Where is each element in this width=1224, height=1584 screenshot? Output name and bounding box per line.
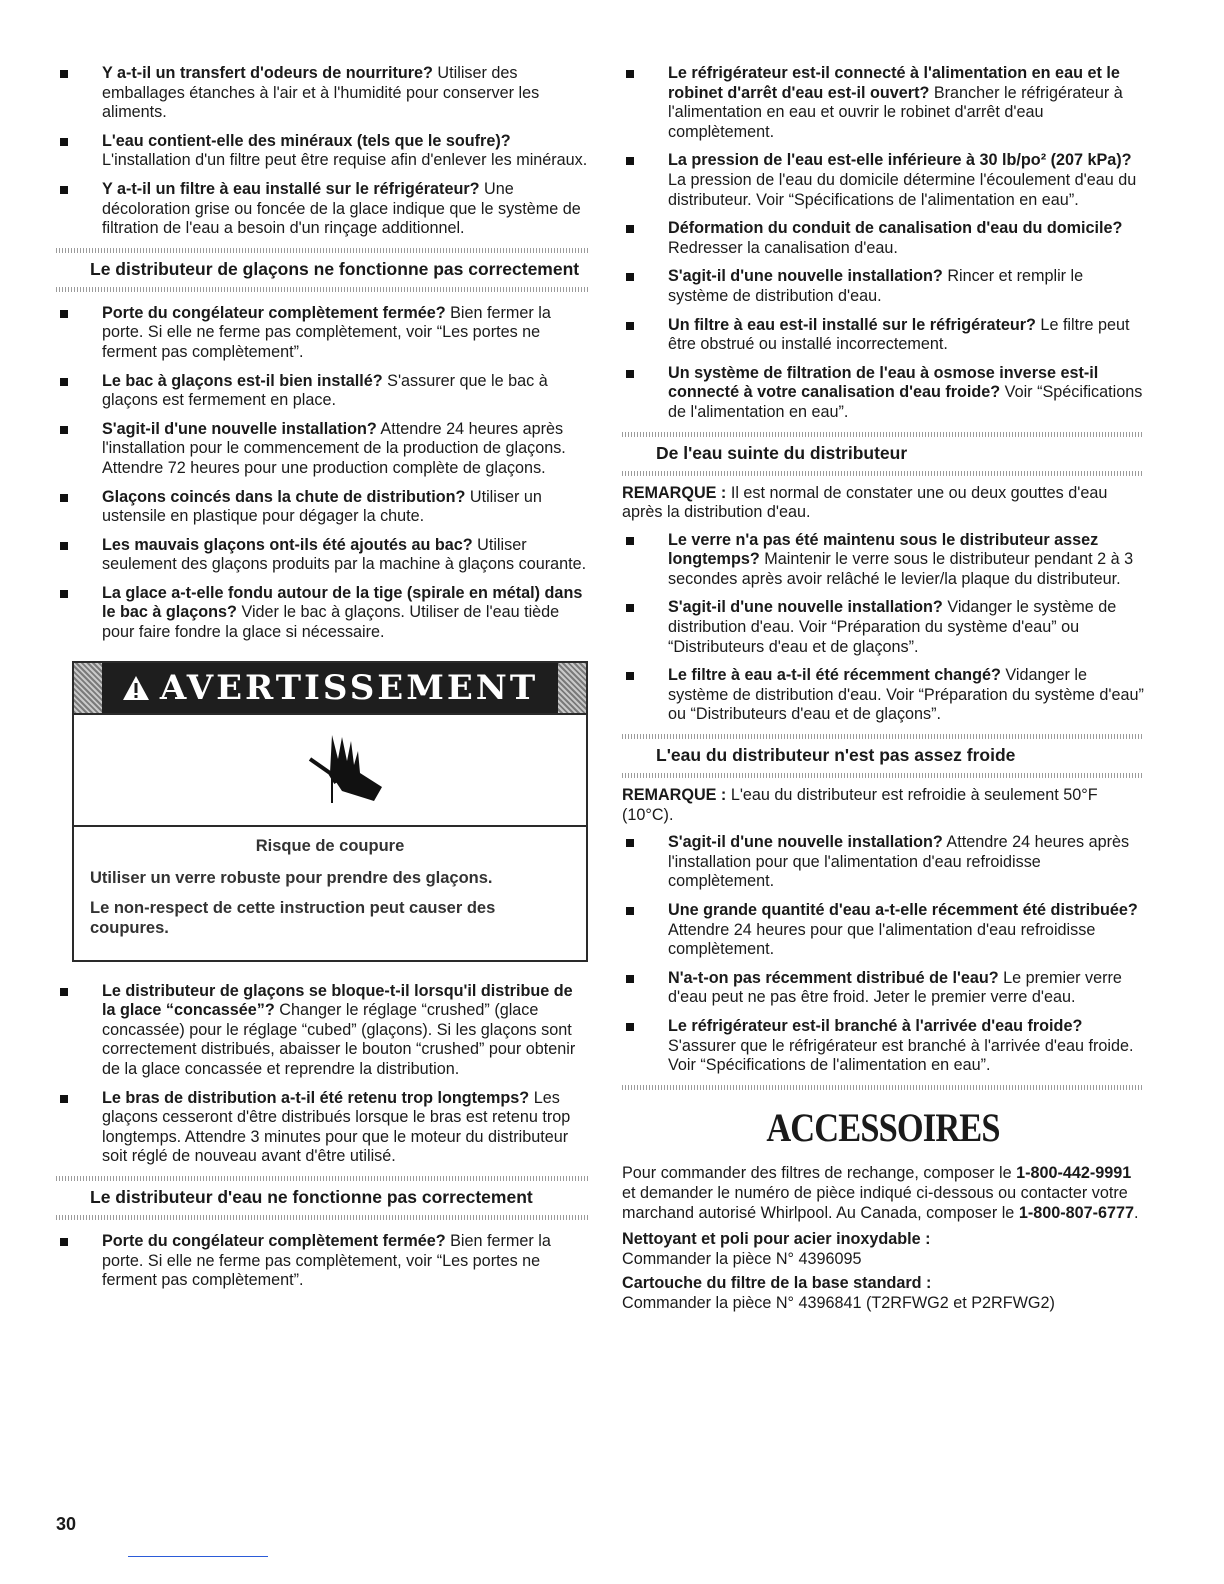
list-item: Le réfrigérateur est-il connecté à l'alimentation en eau et le robinet d'arrêt d'eau est-il ouvert? Brancher le réfrigérateur à l'alimentation en eau et ouvrir le robinet d'arrêt d'eau complètement. — [622, 64, 1144, 142]
square-bullet-icon — [60, 310, 68, 318]
square-bullet-icon — [626, 604, 634, 612]
section-divider — [622, 1085, 1144, 1090]
square-bullet-icon — [60, 70, 68, 78]
accessory-part-number: Commander la pièce N° 4396841 (T2RFWG2 et P2RFWG2) — [622, 1293, 1055, 1312]
warning-instruction: Utiliser un verre robuste pour prendre des glaçons. — [90, 868, 493, 887]
square-bullet-icon — [60, 590, 68, 598]
accessory-part-number: Commander la pièce N° 4396095 — [622, 1249, 862, 1268]
warning-risk: Risque de coupure — [255, 836, 405, 855]
list-item: S'agit-il d'une nouvelle installation? Attendre 24 heures après l'installation pour que l'alimentation d'eau refroidisse complètement. — [622, 833, 1144, 892]
right-top-list — [622, 64, 1144, 423]
list-item: Le bras de distribution a-t-il été retenu trop longtemps? Les glaçons cesseront d'être distribués lorsque le bras est retenu trop longtemps. Attendre 3 minutes pour que le moteur du distributeur soit réglé de nouveau avant d'être utilisé. — [56, 1089, 588, 1167]
list-item: S'agit-il d'une nouvelle installation? Rincer et remplir le système de distribution d'eau. — [622, 267, 1144, 306]
list-item: Le filtre à eau a-t-il été récemment changé? Vidanger le système de distribution d'eau. Voir “Préparation du système d'eau” ou “Distributeurs d'eau et de glaçons”. — [622, 666, 1144, 725]
section-heading-water-dispenser: Le distributeur d'eau ne fonctionne pas correctement — [90, 1187, 533, 1207]
square-bullet-icon — [626, 975, 634, 983]
list-item: S'agit-il d'une nouvelle installation? Attendre 24 heures après l'installation pour le commencement de la production de glaçons. Attendre 72 heures pour une production complète de glaçons. — [56, 420, 588, 479]
list-item: Déformation du conduit de canalisation d'eau du domicile? Redresser la canalisation d'eau. — [622, 219, 1144, 258]
phone-number-canada: 1-800-807-6777 — [1018, 1203, 1135, 1222]
list-item: Les mauvais glaçons ont-ils été ajoutés au bac? Utiliser seulement des glaçons produits par la machine à glaçons courante. — [56, 536, 588, 575]
square-bullet-icon — [60, 138, 68, 146]
phone-number-us: 1-800-442-9991 — [1016, 1163, 1132, 1182]
page-number: 30 — [56, 1514, 77, 1534]
section-heading-ice-dispenser: Le distributeur de glaçons ne fonctionne pas correctement — [90, 258, 580, 279]
warning-triangle-icon — [122, 675, 150, 701]
after-warning-list — [56, 982, 588, 1167]
left-top-list — [56, 64, 588, 239]
list-item: Un filtre à eau est-il installé sur le réfrigérateur? Le filtre peut être obstrué ou installé incorrectement. — [622, 316, 1144, 355]
ice-dispenser-list — [56, 304, 588, 643]
section-divider — [56, 287, 588, 292]
accessory-item — [622, 1273, 1144, 1313]
left-column — [56, 64, 588, 1300]
square-bullet-icon — [626, 225, 634, 233]
list-item: Un système de filtration de l'eau à osmose inverse est-il connecté à votre canalisation d'eau froide? Voir “Spécifications de l'alimentation en eau”. — [622, 364, 1144, 423]
accessory-name: Nettoyant et poli pour acier inoxydable : — [622, 1229, 931, 1248]
note-paragraph: REMARQUE : Il est normal de constater une ou deux gouttes d'eau après la distribution d'eau. — [622, 483, 1108, 522]
square-bullet-icon — [626, 839, 634, 847]
section-divider — [56, 248, 588, 253]
warning-banner — [74, 663, 586, 715]
water-drip-list — [622, 531, 1144, 725]
square-bullet-icon — [626, 70, 634, 78]
accessories-title: ACCESSOIRES — [766, 1104, 1000, 1150]
square-bullet-icon — [626, 907, 634, 915]
list-item: Le réfrigérateur est-il branché à l'arrivée d'eau froide? S'assurer que le réfrigérateur est branché à l'arrivée d'eau froide. Voir “Spécifications de l'alimentation en eau”. — [622, 1017, 1144, 1076]
footer-line — [128, 1556, 268, 1557]
list-item: S'agit-il d'une nouvelle installation? Vidanger le système de distribution d'eau. Voir “Préparation du système d'eau” ou “Distributeurs d'eau et de glaçons”. — [622, 598, 1144, 657]
list-item: N'a-t-on pas récemment distribué de l'eau? Le premier verre d'eau peut ne pas être froid. Jeter le premier verre d'eau. — [622, 969, 1144, 1008]
list-item: Le distributeur de glaçons se bloque-t-il lorsqu'il distribue de la glace “concassée”? Changer le réglage “crushed” (glace concassée) pour le réglage “cubed” (glaçons). Si les glaçons sont correctement distribués, abaisser le bouton “crushed” pour obtenir de la glace concassée et reprendre la distribution. — [56, 982, 588, 1080]
list-item: Porte du congélateur complètement fermée? Bien fermer la porte. Si elle ne ferme pas complètement, voir “Les portes ne ferment pas complètement”. — [56, 304, 588, 363]
accessories-intro: Pour commander des filtres de rechange, composer le 1-800-442-9991 et demander le numéro de pièce indiqué ci-dessous ou contacter votre marchand autorisé Whirlpool. Au Canada, composer le 1-800-807-6777. — [622, 1163, 1139, 1222]
square-bullet-icon — [60, 1238, 68, 1246]
list-item: Le bac à glaçons est-il bien installé? S'assurer que le bac à glaçons est fermement en place. — [56, 372, 588, 411]
accessory-item — [622, 1229, 1144, 1269]
warning-body — [74, 827, 586, 960]
warning-pictogram-area — [74, 715, 586, 827]
square-bullet-icon — [626, 672, 634, 680]
section-heading-water-not-cold: L'eau du distributeur n'est pas assez froide — [656, 745, 1016, 766]
note-paragraph: REMARQUE : L'eau du distributeur est refroidie à seulement 50°F (10°C). — [622, 786, 1098, 824]
list-item: Y a-t-il un transfert d'odeurs de nourriture? Utiliser des emballages étanches à l'air et à l'humidité pour conserver les aliments. — [56, 64, 588, 123]
water-dispenser-list — [56, 1232, 588, 1291]
square-bullet-icon — [626, 273, 634, 281]
square-bullet-icon — [626, 157, 634, 165]
square-bullet-icon — [60, 1095, 68, 1103]
warning-title-bar — [102, 663, 558, 713]
square-bullet-icon — [60, 378, 68, 386]
accessory-name: Cartouche du filtre de la base standard : — [622, 1273, 932, 1292]
list-item: Porte du congélateur complètement fermée? Bien fermer la porte. Si elle ne ferme pas complètement, voir “Les portes ne ferment pas complètement”. — [56, 1232, 588, 1291]
section-divider — [622, 734, 1144, 739]
section-divider — [56, 1176, 588, 1181]
square-bullet-icon — [626, 322, 634, 330]
section-divider — [56, 1215, 588, 1220]
warning-consequence: Le non-respect de cette instruction peut causer des coupures. — [90, 898, 496, 937]
square-bullet-icon — [626, 370, 634, 378]
right-column — [622, 64, 1144, 1317]
square-bullet-icon — [60, 426, 68, 434]
list-item: Y a-t-il un filtre à eau installé sur le réfrigérateur? Une décoloration grise ou foncée de la glace indique que le système de filtration de l'eau a besoin d'un rinçage additionnel. — [56, 180, 588, 239]
section-divider — [622, 773, 1144, 778]
cut-hazard-hand-icon — [302, 729, 392, 813]
list-item: La glace a-t-elle fondu autour de la tige (spirale en métal) dans le bac à glaçons? Vider le bac à glaçons. Utiliser de l'eau tiède pour faire fondre la glace si nécessaire. — [56, 584, 588, 643]
list-item: Une grande quantité d'eau a-t-elle récemment été distribuée? Attendre 24 heures pour que l'alimentation d'eau refroidisse complètement. — [622, 901, 1144, 960]
warning-title: AVERTISSEMENT — [159, 667, 539, 708]
section-heading-water-drip: De l'eau suinte du distributeur — [656, 442, 908, 463]
list-item: L'eau contient-elle des minéraux (tels que le soufre)? L'installation d'un filtre peut être requise afin d'enlever les minéraux. — [56, 132, 588, 171]
water-cold-list — [622, 833, 1144, 1076]
section-divider — [622, 471, 1144, 476]
square-bullet-icon — [60, 494, 68, 502]
list-item: La pression de l'eau est-elle inférieure à 30 lb/po² (207 kPa)? La pression de l'eau du domicile détermine l'écoulement d'eau du distributeur. Voir “Spécifications de l'alimentation en eau”. — [622, 151, 1144, 210]
square-bullet-icon — [626, 1023, 634, 1031]
square-bullet-icon — [60, 542, 68, 550]
section-divider — [622, 432, 1144, 437]
warning-box — [72, 661, 588, 962]
list-item: Glaçons coincés dans la chute de distribution? Utiliser un ustensile en plastique pour dégager la chute. — [56, 488, 588, 527]
square-bullet-icon — [60, 186, 68, 194]
square-bullet-icon — [60, 988, 68, 996]
list-item: Le verre n'a pas été maintenu sous le distributeur assez longtemps? Maintenir le verre sous le distributeur pendant 2 à 3 secondes après avoir relâché le levier/la plaque du distributeur. — [622, 531, 1144, 590]
square-bullet-icon — [626, 537, 634, 545]
